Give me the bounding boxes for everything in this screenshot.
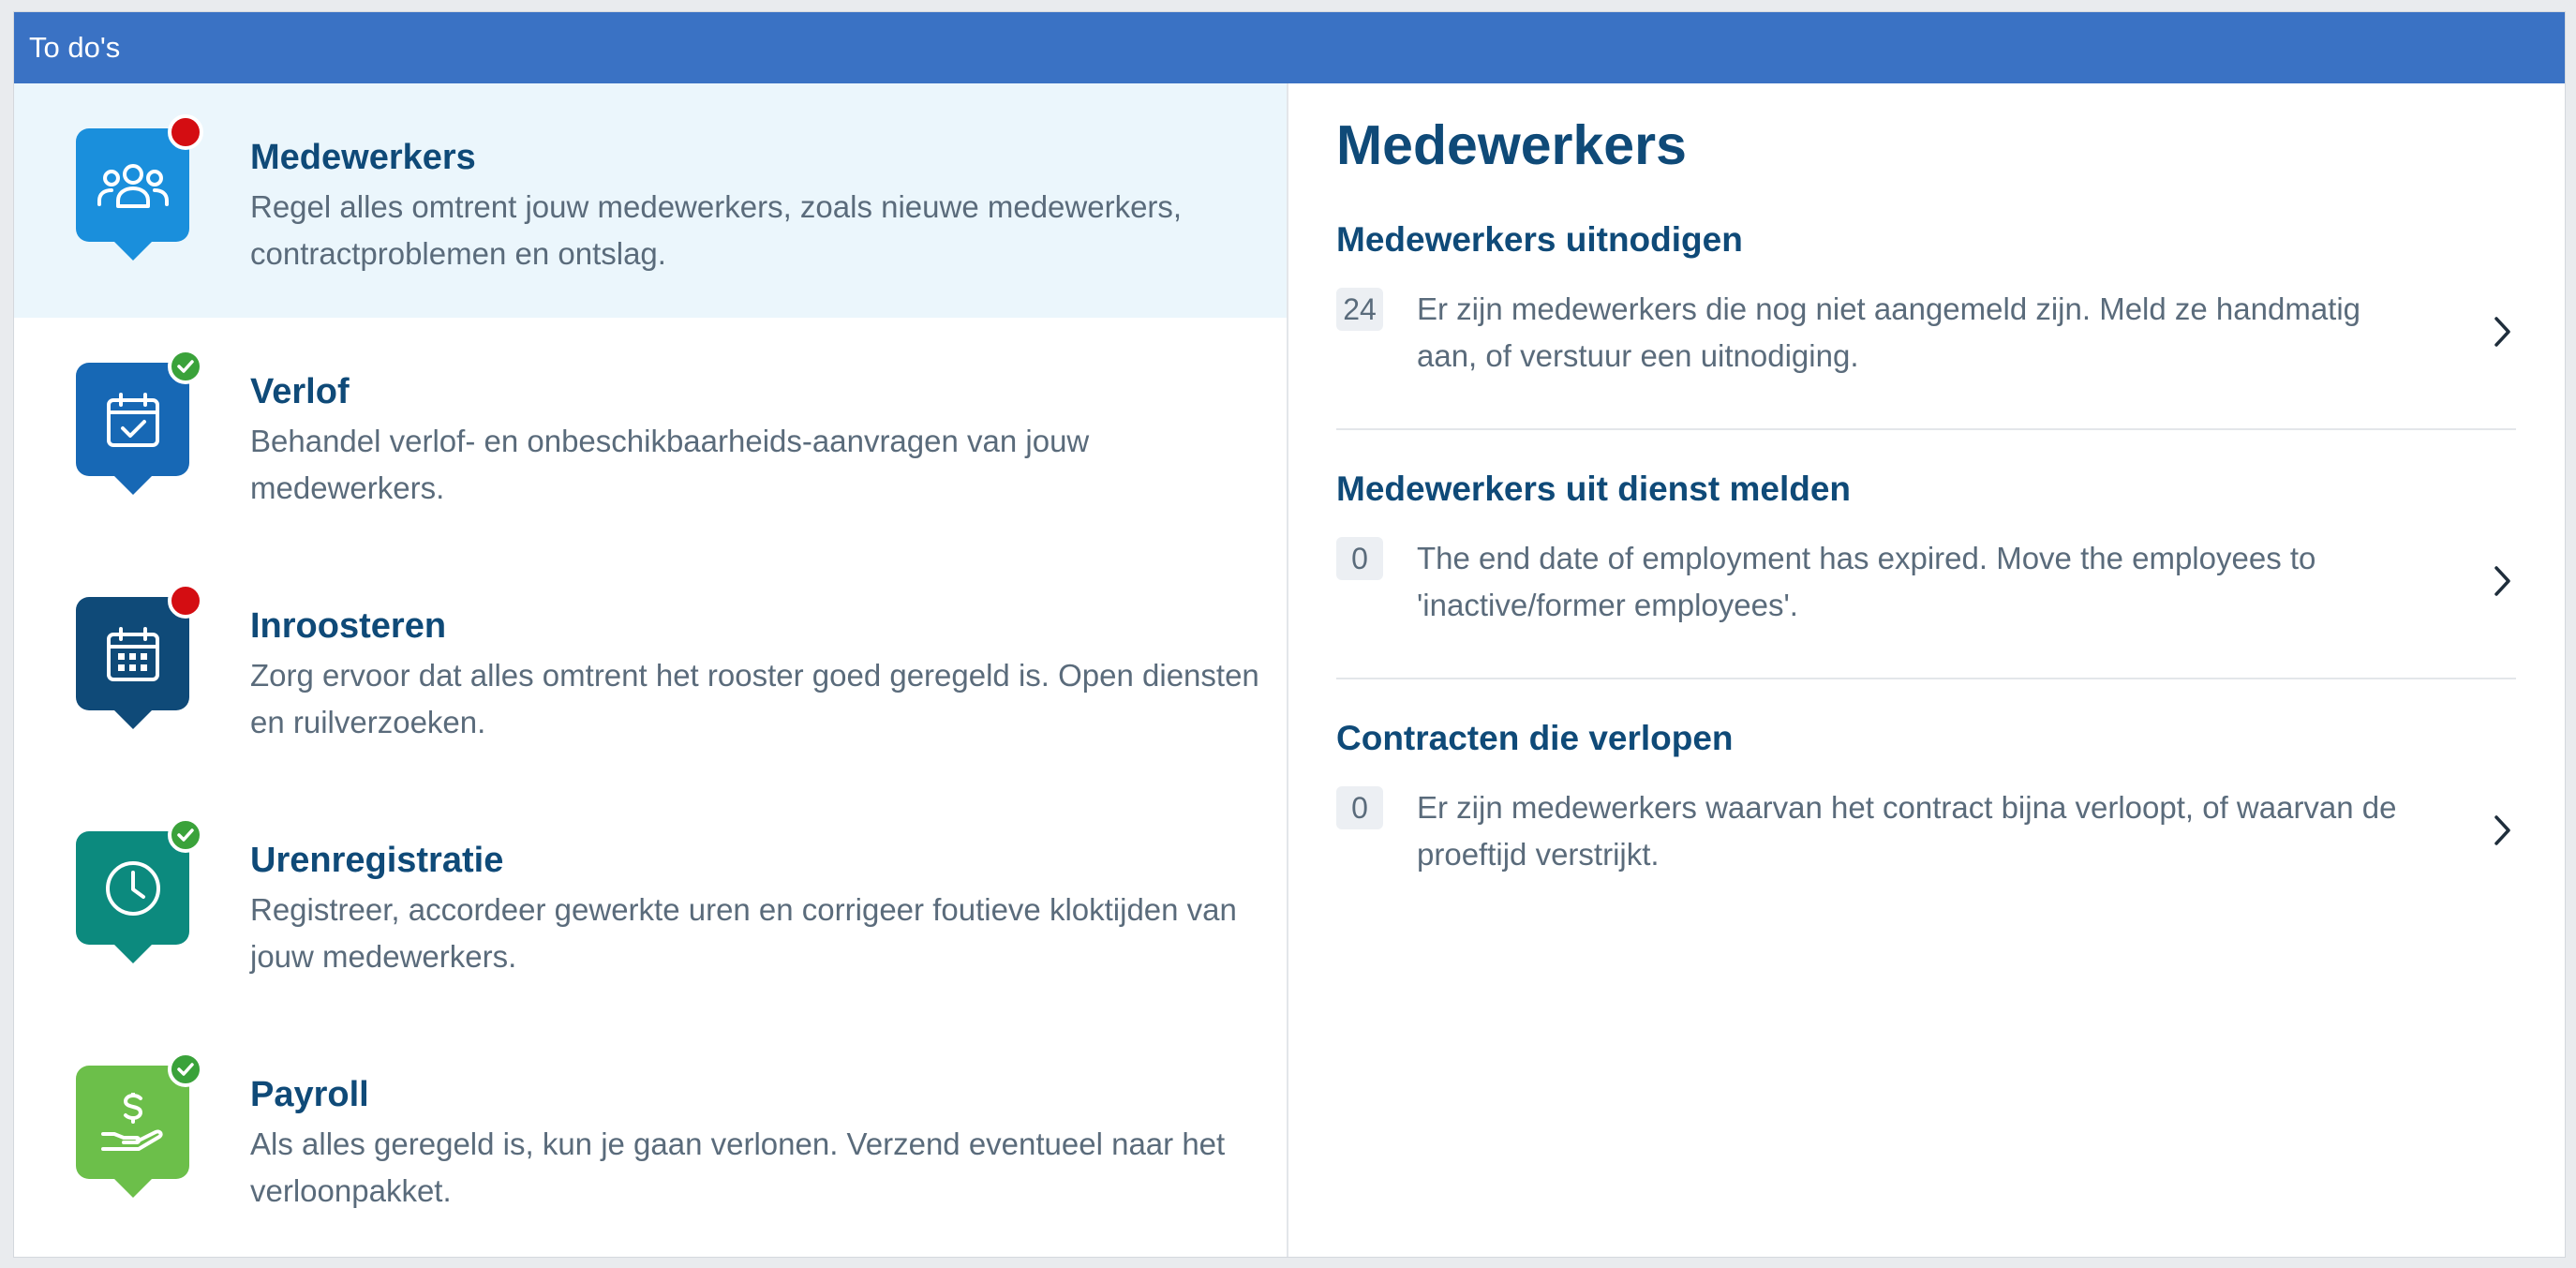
section-row-offboard[interactable]	[1336, 537, 2516, 629]
category-title: Inroosteren	[250, 606, 447, 646]
category-desc: Behandel verlof- en onbeschikbaarheids-aanvragen van jouw medewerkers.	[250, 424, 1090, 505]
category-title: Medewerkers	[250, 138, 476, 177]
section-text: Er zijn medewerkers die nog niet aangemeld zijn. Meld ze handmatig aan, of verstuur een uitnodiging.	[1417, 291, 2361, 373]
clock-icon	[76, 831, 189, 945]
category-desc: Zorg ervoor dat alles omtrent het rooster goed geregeld is. Open diensten en ruilverzoeken.	[250, 658, 1259, 739]
section-text: The end date of employment has expired. Move the employees to 'inactive/former employees'.	[1417, 541, 2316, 622]
alert-badge	[168, 583, 203, 619]
section-medewerkers-uitnodigen	[1336, 181, 2516, 430]
category-title: Payroll	[250, 1075, 369, 1114]
users-icon	[76, 128, 189, 242]
category-verlof[interactable]	[14, 318, 1287, 552]
category-list	[14, 83, 1288, 1257]
alert-badge	[168, 114, 203, 150]
category-payroll[interactable]	[14, 1021, 1287, 1255]
section-title: Medewerkers uit dienst melden	[1336, 470, 1852, 508]
todo-panel	[13, 11, 2566, 1258]
chevron-right-icon[interactable]	[2494, 814, 2512, 846]
category-desc: Als alles geregeld is, kun je gaan verlonen. Verzend eventueel naar het verloonpakket.	[250, 1126, 1226, 1208]
section-title: Medewerkers uitnodigen	[1336, 220, 1743, 259]
category-desc: Regel alles omtrent jouw medewerkers, zoals nieuwe medewerkers, contractproblemen en ontslag.	[250, 189, 1183, 271]
check-badge-icon	[168, 349, 203, 384]
panel-header: To do's	[14, 12, 2565, 83]
calendar-check-icon	[76, 363, 189, 476]
category-medewerkers[interactable]	[14, 83, 1287, 318]
hand-dollar-icon	[76, 1066, 189, 1179]
check-badge-icon	[168, 817, 203, 853]
category-title: Verlof	[250, 372, 350, 411]
section-uit-dienst-melden	[1336, 430, 2516, 679]
section-row-invite[interactable]	[1336, 288, 2516, 380]
detail-pane	[1288, 83, 2565, 1257]
category-title: Urenregistratie	[250, 841, 504, 880]
category-desc: Registreer, accordeer gewerkte uren en corrigeer foutieve kloktijden van jouw medewerkers.	[250, 892, 1237, 974]
count-badge: 0	[1336, 786, 1383, 829]
count-badge: 24	[1336, 288, 1383, 331]
calendar-grid-icon	[76, 597, 189, 710]
chevron-right-icon[interactable]	[2494, 565, 2512, 597]
count-badge: 0	[1336, 537, 1383, 580]
category-inroosteren[interactable]	[14, 552, 1287, 786]
section-row-contracts[interactable]	[1336, 786, 2516, 878]
chevron-right-icon[interactable]	[2494, 316, 2512, 348]
detail-title: Medewerkers	[1336, 114, 1687, 176]
section-title: Contracten die verlopen	[1336, 719, 1734, 757]
section-text: Er zijn medewerkers waarvan het contract bijna verloopt, of waarvan de proeftijd verstrijkt.	[1417, 790, 2397, 872]
section-contracten-verlopen	[1336, 679, 2516, 927]
check-badge-icon	[168, 1052, 203, 1087]
category-urenregistratie[interactable]	[14, 786, 1287, 1021]
